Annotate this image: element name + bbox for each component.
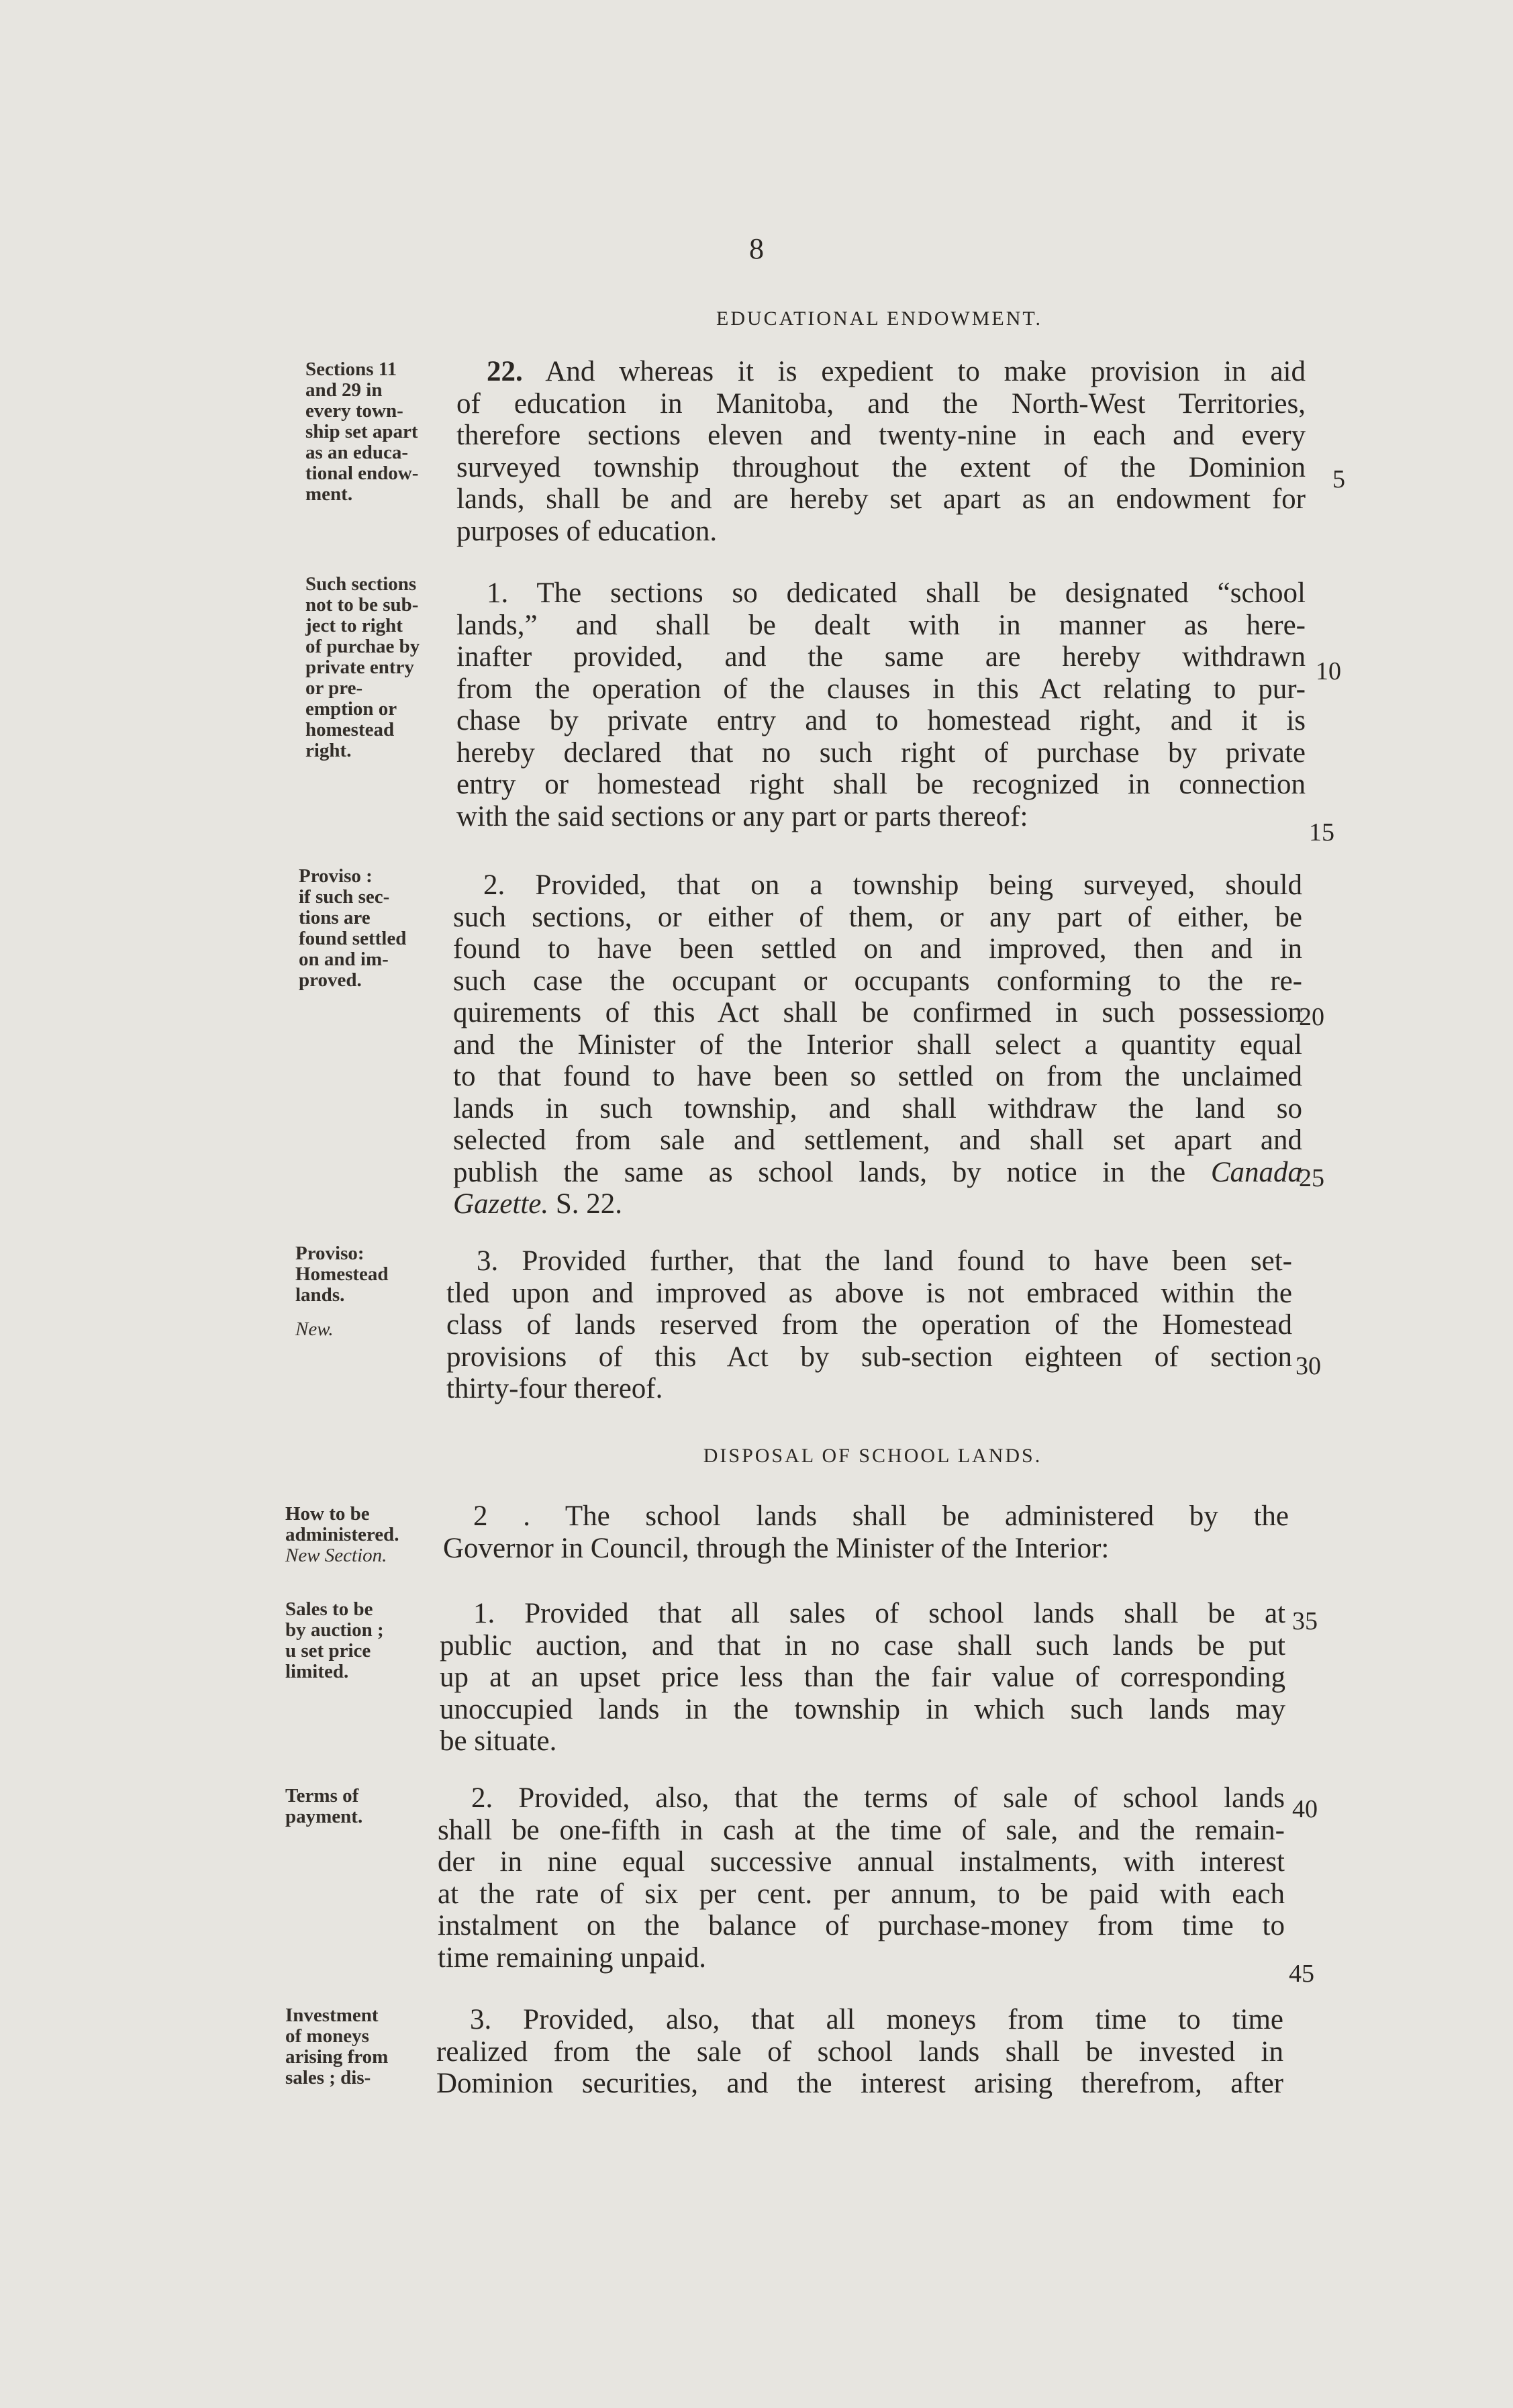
paragraph-line: lands, shall be and are hereby set apart as an endowment for: [456, 483, 1306, 515]
paragraph-text: publish the same as school lands, by notice in the: [453, 1156, 1186, 1188]
paragraph-line: 1. The sections so dedicated shall be designated “school: [487, 577, 1306, 609]
margin-note-such-sections: [305, 574, 420, 761]
paragraph-line: with the said sections or any part or parts thereof:: [456, 800, 1028, 832]
paragraph-line: lands,” and shall be dealt with in manner as here-: [456, 609, 1306, 641]
margin-note-line: Terms of: [285, 1785, 359, 1807]
paragraph-line: tled upon and improved as above is not embraced within the: [446, 1277, 1292, 1309]
paragraph-line: from the operation of the clauses in this Act relating to pur-: [456, 673, 1306, 705]
paragraph-text: S. 22.: [555, 1188, 623, 1220]
line-number: 45: [1289, 1960, 1314, 1988]
paragraph-subsection-1: [456, 577, 1306, 832]
heading-disposal-school-lands: DISPOSAL OF SCHOOL LANDS.: [703, 1445, 1042, 1467]
paragraph-sales: [440, 1598, 1285, 1757]
margin-note-investment: [285, 2005, 388, 2088]
paragraph-line: at the rate of six per cent. per annum, to be paid with each: [438, 1878, 1285, 1910]
paragraph-line: lands in such township, and shall withdraw the land so: [453, 1092, 1302, 1124]
margin-note-line: emption or: [305, 698, 397, 720]
paragraph-terms: [438, 1782, 1285, 1974]
margin-note-line: Sales to be: [285, 1598, 373, 1620]
margin-note-line: private entry: [305, 657, 414, 678]
paragraph-line: Governor in Council, through the Minister of the Interior:: [443, 1532, 1110, 1564]
paragraph-line: such case the occupant or occupants conforming to the re-: [453, 965, 1302, 997]
paragraph-investment: [436, 2004, 1283, 2100]
margin-note-sections-11-29: [305, 359, 418, 505]
margin-note-line: Investment: [285, 2005, 379, 2026]
margin-note-line: Homestead: [295, 1263, 389, 1285]
line-number: 40: [1292, 1795, 1318, 1823]
paragraph-22: [456, 356, 1306, 547]
paragraph-line: 2. Provided, that on a township being surveyed, should: [483, 869, 1302, 901]
paragraph-line: der in nine equal successive annual instalments, with interest: [438, 1846, 1285, 1878]
margin-note-line: lands.: [295, 1284, 345, 1306]
paragraph-text-italic: Canada: [1210, 1156, 1302, 1188]
paragraph-line: 3. Provided, also, that all moneys from time to time: [470, 2004, 1283, 2035]
margin-note-new: New.: [295, 1318, 334, 1340]
line-number: 30: [1296, 1352, 1321, 1380]
line-number: 5: [1332, 465, 1345, 493]
paragraph-line: 2 . The school lands shall be administered by the: [473, 1500, 1289, 1532]
paragraph-line: surveyed township throughout the extent of the Dominion: [456, 451, 1306, 483]
line-number: 35: [1292, 1607, 1318, 1635]
margin-note-line: How to be: [285, 1503, 370, 1525]
paragraph-text: And whereas it is expedient to make provision in aid: [545, 356, 1306, 387]
paragraph-line: purposes of education.: [456, 515, 718, 547]
margin-note-line: Proviso:: [295, 1243, 364, 1264]
page-number: 8: [749, 232, 764, 265]
margin-note-line: if such sec-: [299, 886, 390, 908]
line-number: 15: [1309, 818, 1334, 847]
margin-note-line: payment.: [285, 1806, 363, 1827]
paragraph-line: therefore sections eleven and twenty-nine in each and every: [456, 420, 1306, 451]
margin-note-proviso-homestead: [295, 1243, 389, 1340]
paragraph-line: [453, 1157, 1302, 1189]
paragraph-line: thirty-four thereof.: [446, 1373, 663, 1404]
margin-note-line: or pre-: [305, 677, 363, 699]
heading-educational-endowment: EDUCATIONAL ENDOWMENT.: [716, 307, 1042, 330]
paragraph-line: 1. Provided that all sales of school lands shall be at: [473, 1598, 1285, 1629]
paragraph-text-italic: Gazette.: [453, 1188, 549, 1220]
paragraph-line: inafter provided, and the same are hereby withdrawn: [456, 641, 1306, 673]
paragraph-line: realized from the sale of school lands shall be invested in: [436, 2035, 1283, 2068]
paragraph-line: to that found to have been so settled on from the unclaimed: [453, 1061, 1302, 1092]
margin-note-sales-auction: [285, 1599, 384, 1682]
paragraph-line: unoccupied lands in the township in which such lands may: [440, 1693, 1285, 1725]
paragraph-line: Dominion securities, and the interest arising therefrom, after: [436, 2068, 1283, 2099]
paragraph-line: shall be one-fifth in cash at the time of sale, and the remain-: [438, 1814, 1285, 1846]
paragraph-line: [456, 356, 1306, 388]
margin-note-line: ject to right: [305, 615, 403, 636]
margin-note-line: Sections 11: [305, 358, 397, 380]
paragraph-line: public auction, and that in no case shall such lands be put: [440, 1629, 1285, 1661]
line-number: 20: [1299, 1003, 1324, 1031]
paragraph-line: 2. Provided, also, that the terms of sale of school lands: [471, 1782, 1285, 1814]
paragraph-line: up at an upset price less than the fair value of corresponding: [440, 1661, 1285, 1693]
margin-note-terms-payment: [285, 1786, 362, 1827]
margin-note-line: Proviso :: [299, 865, 373, 887]
margin-note-new-section: New Section.: [285, 1545, 387, 1566]
margin-note-how-administered: [285, 1504, 399, 1566]
line-number: 25: [1299, 1164, 1324, 1192]
paragraph-line: instalment on the balance of purchase-money from time to: [438, 1910, 1285, 1941]
margin-note-line: administered.: [285, 1524, 399, 1545]
paragraph-line: of education in Manitoba, and the North-West Territories,: [456, 387, 1306, 420]
margin-note-line: not to be sub-: [305, 594, 419, 616]
margin-note-line: of moneys: [285, 2025, 369, 2047]
paragraph-line: [453, 1188, 1302, 1220]
paragraph-line: quirements of this Act shall be confirmed in such possession: [453, 997, 1302, 1028]
paragraph-line: hereby declared that no such right of purchase by private: [456, 736, 1306, 769]
margin-note-line: tions are: [299, 907, 371, 928]
paragraph-line: selected from sale and settlement, and shall set apart and: [453, 1124, 1302, 1156]
paragraph-line: such sections, or either of them, or any part of either, be: [453, 901, 1302, 933]
margin-note-line: by auction ;: [285, 1619, 384, 1641]
margin-note-line: arising from: [285, 2046, 389, 2068]
paragraph-line: chase by private entry and to homestead right, and it is: [456, 705, 1306, 736]
paragraph-line: 3. Provided further, that the land found to have been set-: [477, 1245, 1292, 1277]
paragraph-administration: [443, 1500, 1289, 1564]
section-number: 22.: [487, 356, 523, 387]
margin-note-line: right.: [305, 740, 352, 761]
margin-note-line: tional endow-: [305, 463, 419, 484]
margin-note-line: on and im-: [299, 949, 389, 970]
margin-note-line: homestead: [305, 719, 395, 740]
paragraph-line: be situate.: [440, 1725, 557, 1757]
line-number: 10: [1316, 657, 1341, 685]
margin-note-line: and 29 in: [305, 379, 383, 401]
margin-note-line: u set price: [285, 1640, 371, 1661]
margin-note-line: every town-: [305, 400, 403, 422]
margin-note-line: Such sections: [305, 573, 417, 595]
margin-note-line: of purchae by: [305, 636, 420, 657]
margin-note-line: found settled: [299, 928, 407, 949]
paragraph-subsection-3: [446, 1245, 1292, 1405]
margin-note-line: as an educa-: [305, 442, 409, 463]
margin-note-line: sales ; dis-: [285, 2067, 371, 2088]
margin-note-line: ship set apart: [305, 421, 418, 442]
paragraph-line: and the Minister of the Interior shall select a quantity equal: [453, 1028, 1302, 1061]
margin-note-line: ment.: [305, 483, 353, 505]
paragraph-line: time remaining unpaid.: [438, 1941, 707, 1974]
paragraph-line: entry or homestead right shall be recognized in connection: [456, 769, 1306, 800]
margin-note-line: limited.: [285, 1661, 349, 1682]
paragraph-line: provisions of this Act by sub-section eighteen of section: [446, 1341, 1292, 1373]
paragraph-subsection-2: [453, 869, 1302, 1220]
margin-note-line: proved.: [299, 969, 362, 991]
paragraph-line: found to have been settled on and improved, then and in: [453, 933, 1302, 965]
margin-note-proviso-settled: [299, 866, 406, 991]
paragraph-line: class of lands reserved from the operation of the Homestead: [446, 1309, 1292, 1341]
